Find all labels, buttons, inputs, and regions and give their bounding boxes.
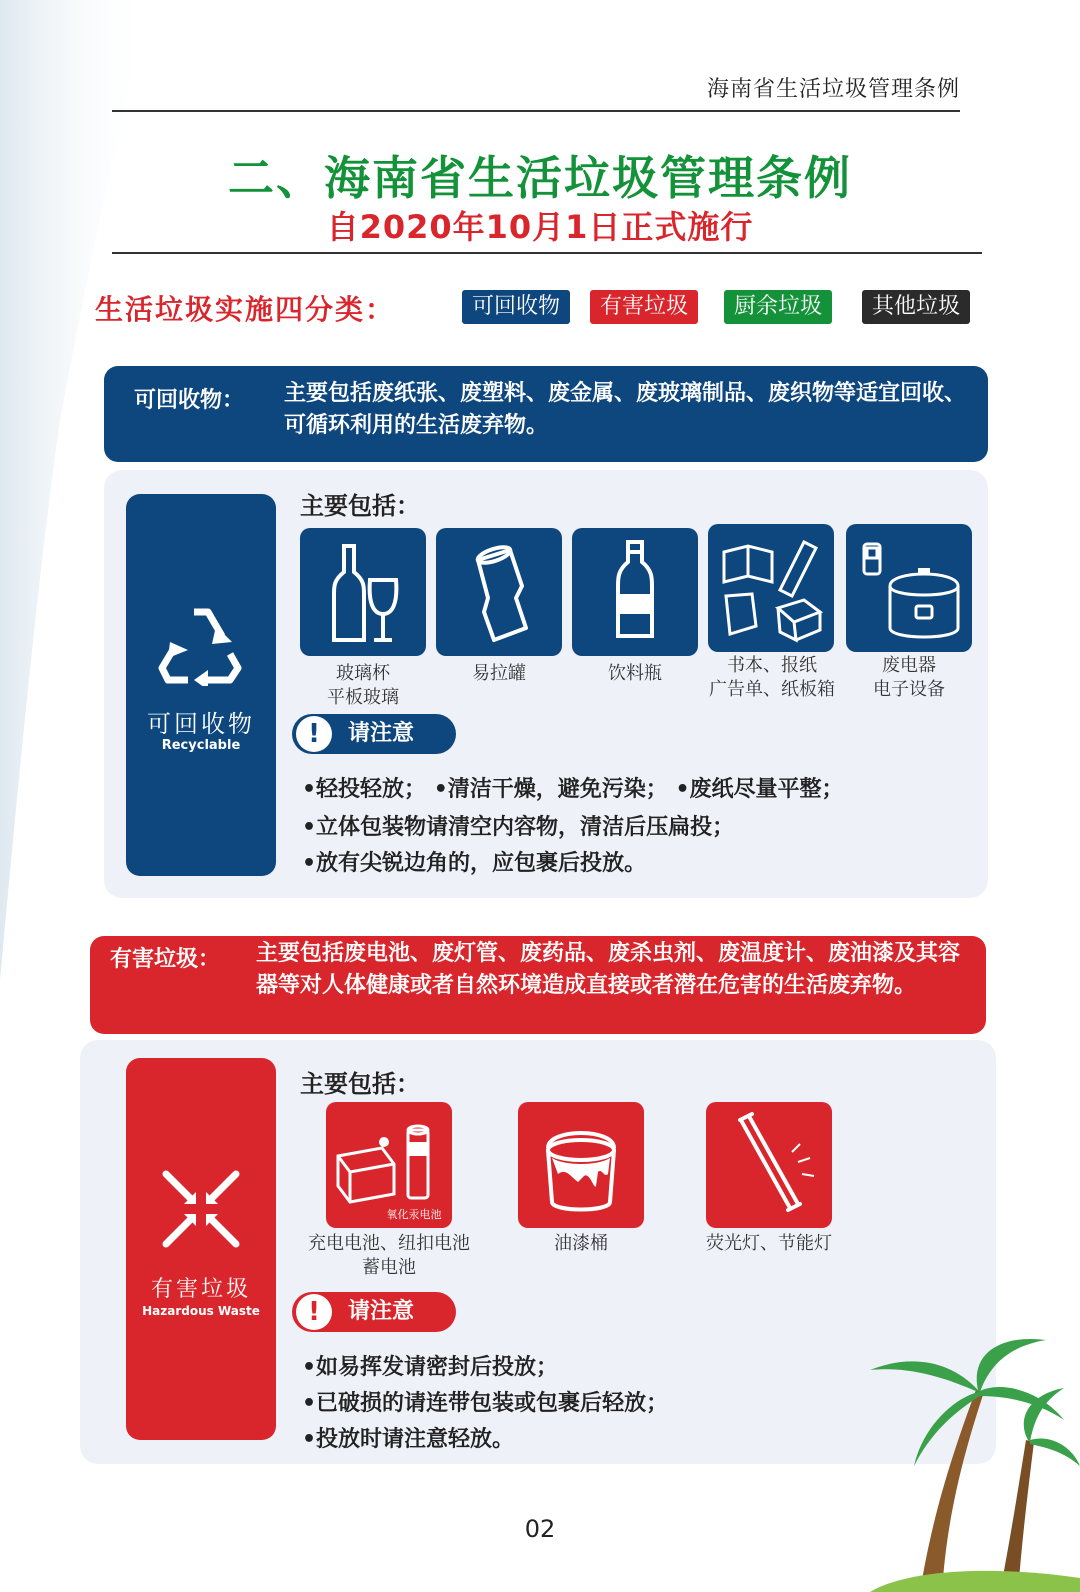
caption-battery: 充电电池、纽扣电池 蓄电池 bbox=[308, 1233, 470, 1278]
page-title: 二、海南省生活垃圾管理条例 bbox=[228, 151, 852, 205]
recyclable-side-en: Recyclable bbox=[161, 738, 241, 753]
title-divider bbox=[112, 252, 982, 254]
exclamation-icon: ! bbox=[296, 1294, 332, 1330]
hazardous-note-1: •如易挥发请密封后投放； bbox=[302, 1355, 559, 1380]
caption-fluorescent: 荧光灯、节能灯 bbox=[706, 1233, 832, 1254]
item-paper bbox=[708, 524, 834, 652]
can-icon bbox=[436, 528, 562, 656]
item-battery bbox=[326, 1102, 452, 1228]
hazardous-def-text: 主要包括废电池、废灯管、废药品、废杀虫剂、废温度计、废油漆及其容器等对人体健康或者自然环境造成直接或者潜在危害的生活废弃物。 bbox=[256, 941, 961, 998]
battery-icon-text: 氧化汞电池 bbox=[386, 1208, 442, 1221]
glass-bottle-icon bbox=[300, 528, 426, 656]
hazardous-def-key: 有害垃圾： bbox=[110, 947, 221, 972]
item-fluorescent bbox=[706, 1102, 832, 1228]
running-header: 海南省生活垃圾管理条例 bbox=[706, 77, 960, 102]
recyclable-def-text: 主要包括废纸张、废塑料、废金属、废玻璃制品、废织物等适宜回收、可循环利用的生活废弃物。 bbox=[284, 381, 967, 438]
tag-kitchen: 厨余垃圾 bbox=[724, 290, 832, 324]
recyclable-note-3: •放有尖锐边角的，应包裹后投放。 bbox=[302, 851, 647, 876]
hazardous-bin-card bbox=[126, 1058, 276, 1440]
tag-hazardous: 有害垃圾 bbox=[590, 290, 698, 324]
paper-icon bbox=[708, 524, 834, 652]
battery-icon bbox=[326, 1102, 452, 1228]
hazardous-includes-label: 主要包括： bbox=[300, 1070, 420, 1098]
recyclable-definition bbox=[104, 366, 988, 462]
recyclable-notice-pill bbox=[292, 714, 456, 754]
recycle-icon bbox=[156, 602, 246, 686]
exclamation-icon: ! bbox=[296, 716, 332, 752]
caption-glass: 玻璃杯 平板玻璃 bbox=[327, 663, 399, 708]
hazardous-notice-pill bbox=[292, 1292, 456, 1332]
recyclable-notice-label: 请注意 bbox=[348, 721, 415, 746]
recyclable-note-1: •轻投轻放； •清洁干燥，避免污染； •废纸尽量平整； bbox=[302, 777, 844, 802]
caption-appliance: 废电器 电子设备 bbox=[873, 655, 945, 700]
caption-bottle: 饮料瓶 bbox=[608, 663, 662, 684]
hazardous-side-en: Hazardous Waste bbox=[142, 1304, 260, 1318]
plastic-bottle-icon bbox=[572, 528, 698, 656]
item-paint-bucket bbox=[518, 1102, 644, 1228]
recyclable-bin-card bbox=[126, 494, 276, 876]
palm-tree-decoration bbox=[850, 1330, 1080, 1592]
caption-paper: 书本、报纸 广告单、纸板箱 bbox=[709, 655, 835, 700]
item-can bbox=[436, 528, 562, 656]
hazard-cross-icon bbox=[156, 1164, 246, 1254]
recyclable-note-2: •立体包装物请清空内容物，清洁后压扁投； bbox=[302, 815, 735, 840]
fluorescent-tube-icon bbox=[706, 1102, 832, 1228]
appliance-icon bbox=[846, 524, 972, 652]
recyclable-includes-label: 主要包括： bbox=[300, 492, 420, 520]
caption-can: 易拉罐 bbox=[472, 663, 526, 684]
header-divider bbox=[112, 110, 960, 112]
page-number: 02 bbox=[524, 1515, 556, 1543]
item-glass bbox=[300, 528, 426, 656]
paint-bucket-icon bbox=[518, 1102, 644, 1228]
tag-other: 其他垃圾 bbox=[862, 290, 970, 324]
item-appliance bbox=[846, 524, 972, 652]
tag-recyclable: 可回收物 bbox=[462, 290, 570, 324]
hazardous-note-3: •投放时请注意轻放。 bbox=[302, 1427, 515, 1452]
hazardous-definition bbox=[90, 936, 986, 1034]
hazardous-side-zh: 有害垃圾 bbox=[150, 1277, 251, 1302]
four-categories-label: 生活垃圾实施四分类： bbox=[95, 293, 396, 326]
recyclable-side-zh: 可回收物 bbox=[147, 710, 255, 738]
item-bottle bbox=[572, 528, 698, 656]
recyclable-def-key: 可回收物： bbox=[134, 388, 245, 413]
effective-date: 自2020年10月1日正式施行 bbox=[326, 208, 754, 246]
hazardous-notice-label: 请注意 bbox=[348, 1299, 415, 1324]
hazardous-note-2: •已破损的请连带包装或包裹后轻放； bbox=[302, 1391, 669, 1416]
caption-paint-bucket: 油漆桶 bbox=[554, 1233, 608, 1254]
